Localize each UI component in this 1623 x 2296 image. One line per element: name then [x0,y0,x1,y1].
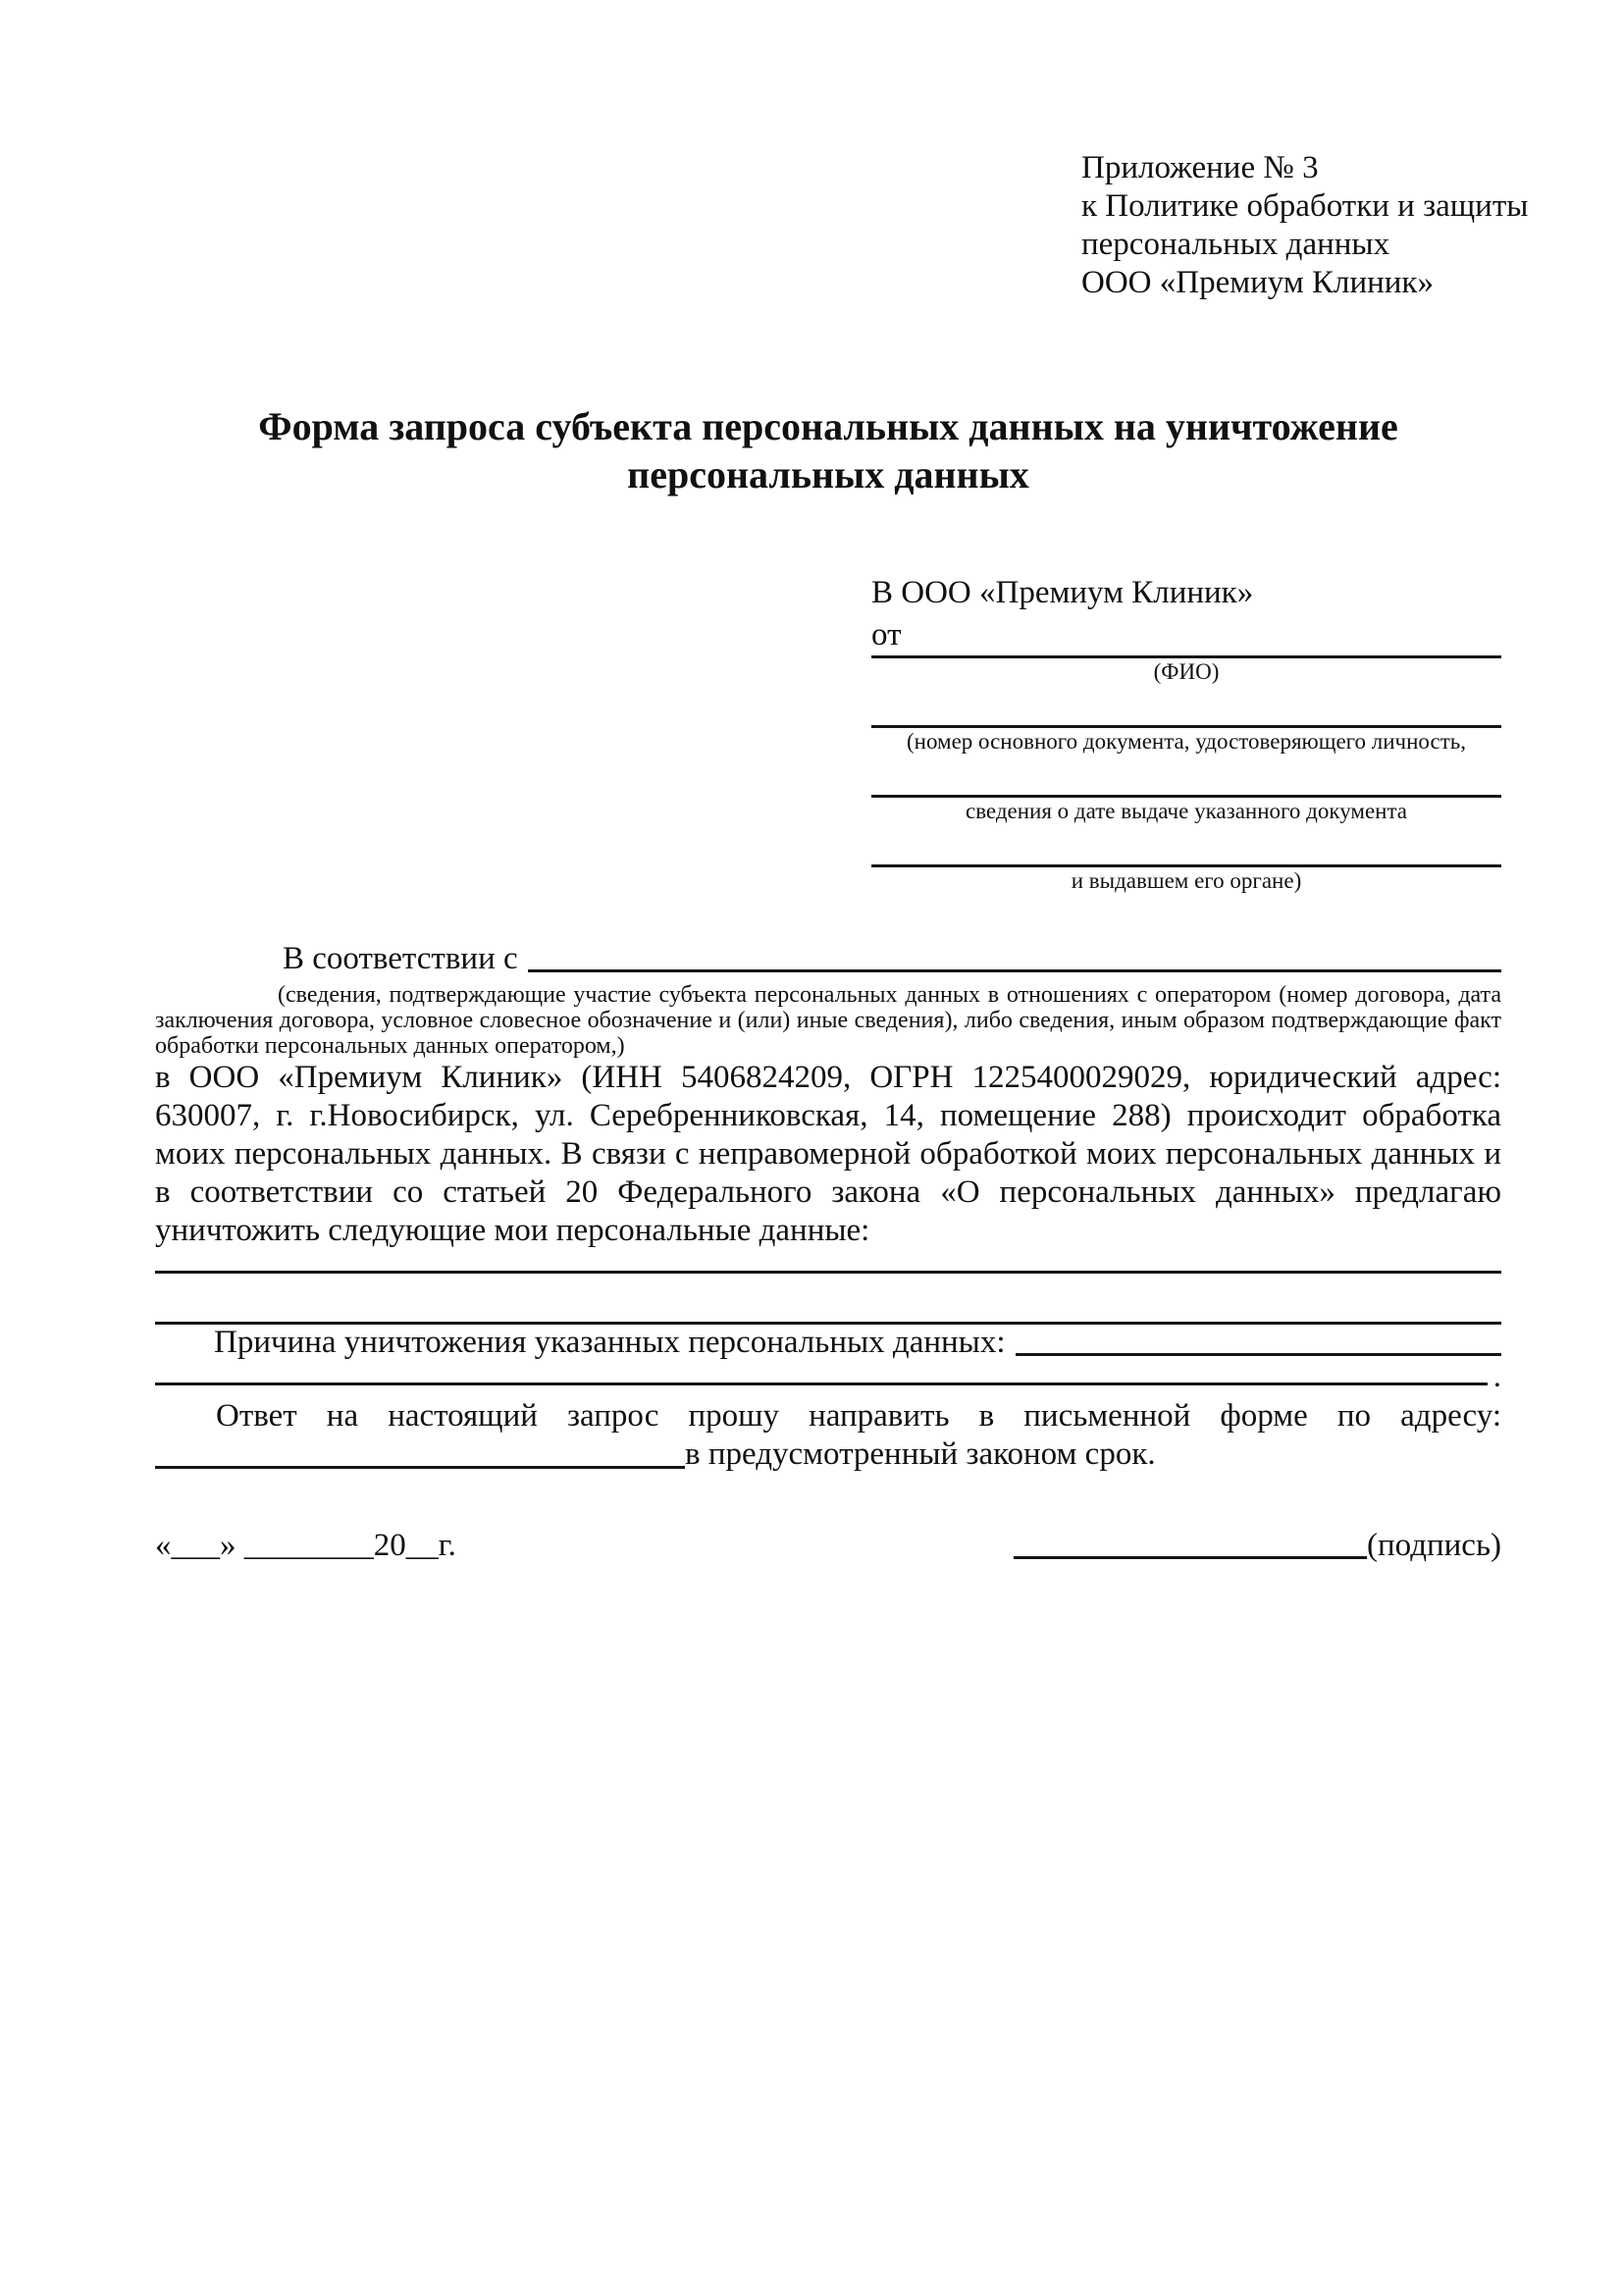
main-paragraph: в ООО «Премиум Клиник» (ИНН 5406824209, ОГРН 1225400029029, юридический адрес: 630007, г. г.Новосибирск, ул. Серебренниковская, 14, помещение 288) происходит обработка моих персональных данных. В связи с неправомерной обработкой моих персональных данных и в соответствии со статьей 20 Федерального закона «О персональных данных» предлагаю уничтожить следующие мои персональные данные: [155,1060,1501,1248]
answer-paragraph: Ответ на настоящий запрос прошу направить в письменной форме по адресу: [216,1398,1501,1434]
reason-fill-line [1016,1353,1501,1356]
fio-field-caption: (ФИО) [1153,659,1220,684]
addressee-to: В ООО «Премиум Клиник» [871,575,1254,610]
document-number-field [871,685,1501,755]
issue-date-field [871,755,1501,824]
signature-caption: (подпись) [1367,1528,1501,1563]
reason-label: Причина уничтожения указанных персональных данных: [214,1325,1006,1360]
appendix-line: Приложение № 3 [1081,150,1319,185]
date-line: «___» ________20__г. [155,1528,456,1563]
fio-field [871,655,1501,685]
in-accordance-line [155,939,1501,978]
issuing-authority-field [871,824,1501,894]
document-title [155,402,1501,498]
document-number-field-caption: (номер основного документа, удостоверяющего личность, [906,729,1466,754]
appendix-line: персональных данных [1081,227,1390,262]
document-title-line: персональных данных [627,452,1029,496]
in-accordance-fill-line [528,969,1501,972]
date-signature-row [155,1526,1501,1565]
appendix-line: ООО «Премиум Клиник» [1081,265,1434,300]
document-title-line: Форма запроса субъекта персональных данных на уничтожение [258,404,1398,448]
in-accordance-label: В соответствии с [283,941,518,976]
signature-line [1014,1556,1367,1559]
continuation-fill-line [155,1383,1488,1385]
document-number-field-line [871,685,1501,728]
blank-fill-line-2 [155,1274,1501,1325]
address-line [155,1435,1501,1475]
issue-date-field-line [871,755,1501,798]
fine-print-note: (сведения, подтверждающие участие субъекта персональных данных в отношениях с оператором (номер договора, дата заключения договора, условное словесное обозначение и (или) иные сведения), либо сведения, иным образом подтверждающие факт обработки персональных данных оператором,) [155,982,1501,1059]
answer-tail: в предусмотренный законом срок. [685,1436,1156,1472]
address-fill-line [155,1466,685,1469]
appendix-reference [1081,149,1529,302]
blank-fill-line-1 [155,1250,1501,1274]
reason-continuation-line [155,1359,1501,1394]
signature-group [1014,1526,1501,1565]
appendix-line: к Политике обработки и защиты [1081,188,1529,224]
issue-date-field-caption: сведения о дате выдаче указанного документа [965,799,1408,823]
line-terminator: . [1492,1359,1501,1394]
reason-line [155,1325,1501,1362]
addressee-from-label: от [871,617,902,652]
issuing-authority-field-caption: и выдавшем его органе) [1071,868,1302,893]
addressee-block [871,571,1501,894]
issuing-authority-field-line [871,824,1501,867]
